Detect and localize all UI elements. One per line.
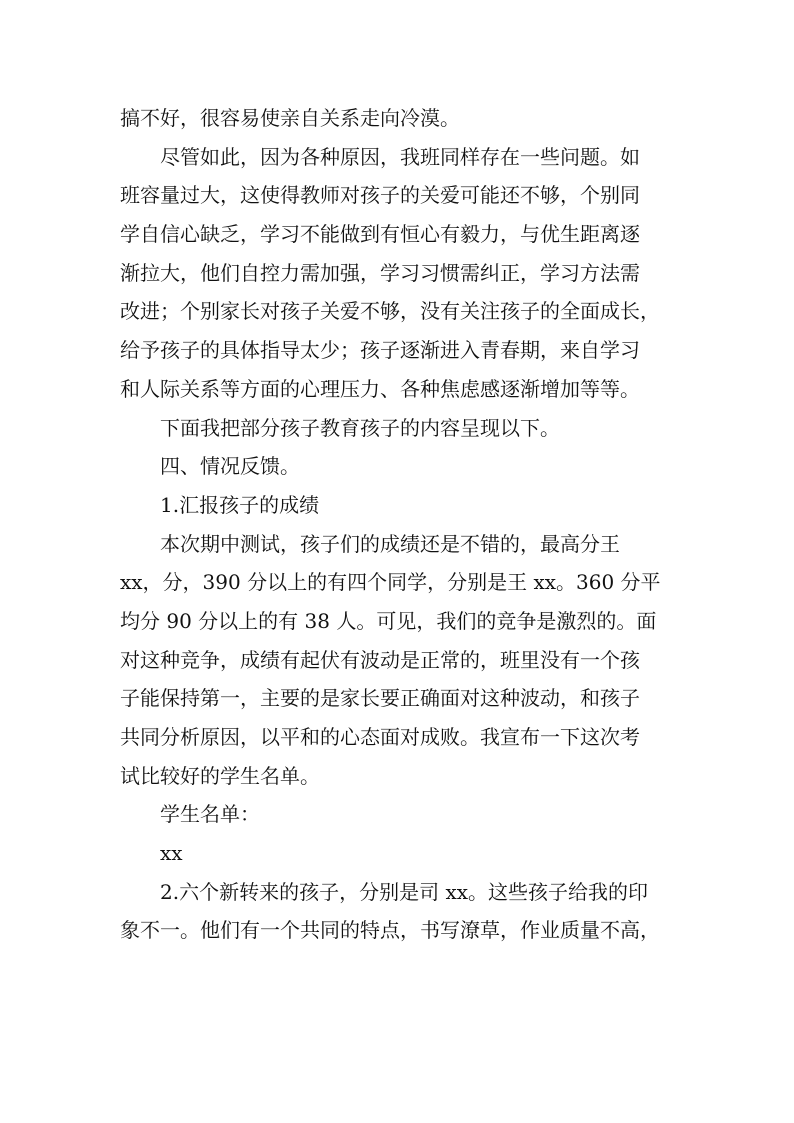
text-line: 搞不好，很容易使亲自关系走向冷漠。: [120, 106, 460, 130]
text-line: 象不一。他们有一个共同的特点，书写潦草，作业质量不高，: [120, 918, 660, 943]
text-line: 共同分析原因，以平和的心态面对成败。我宣布一下这次考: [120, 725, 640, 749]
student-list-value: xx: [160, 841, 183, 866]
text-line: 尽管如此，因为各种原因，我班同样存在一些问题。如: [160, 144, 640, 169]
text-line: 下面我把部分孩子教育孩子的内容呈现以下。: [160, 415, 560, 440]
text-line: 子能保持第一，主要的是家长要正确面对这种波动，和孩子: [120, 686, 640, 711]
text-line: 学自信心缺乏，学习不能做到有恒心有毅力，与优生距离逐: [120, 222, 640, 247]
text-line: 本次期中测试，孩子们的成绩还是不错的，最高分王: [160, 531, 620, 556]
text-line: 对这种竞争，成绩有起伏有波动是正常的，班里没有一个孩: [120, 647, 640, 672]
text-line: 均分 90 分以上的有 38 人。可见，我们的竞争是激烈的。面: [120, 608, 657, 633]
text-line: 试比较好的学生名单。: [120, 763, 320, 788]
text-line: 渐拉大，他们自控力需加强，学习习惯需纠正，学习方法需: [120, 260, 640, 285]
text-line: xx，分，390 分以上的有四个同学，分别是王 xx。360 分平: [120, 570, 661, 595]
document-body: [120, 99, 680, 950]
subsection-heading: 2.六个新转来的孩子，分别是司 xx。这些孩子给我的印: [160, 879, 648, 904]
text-line: 班容量过大，这使得教师对孩子的关爱可能还不够，个别同: [120, 183, 640, 208]
text-line: 和人际关系等方面的心理压力、各种焦虑感逐渐增加等等。: [120, 376, 640, 401]
section-heading: 四、情况反馈。: [160, 454, 300, 479]
subsection-heading: 1.汇报孩子的成绩: [160, 492, 320, 517]
text-line: 给予孩子的具体指导太少；孩子逐渐进入青春期，来自学习: [120, 338, 640, 363]
text-line: 改进；个别家长对孩子关爱不够，没有关注孩子的全面成长，: [120, 299, 660, 324]
text-line: 学生名单：: [160, 802, 260, 827]
